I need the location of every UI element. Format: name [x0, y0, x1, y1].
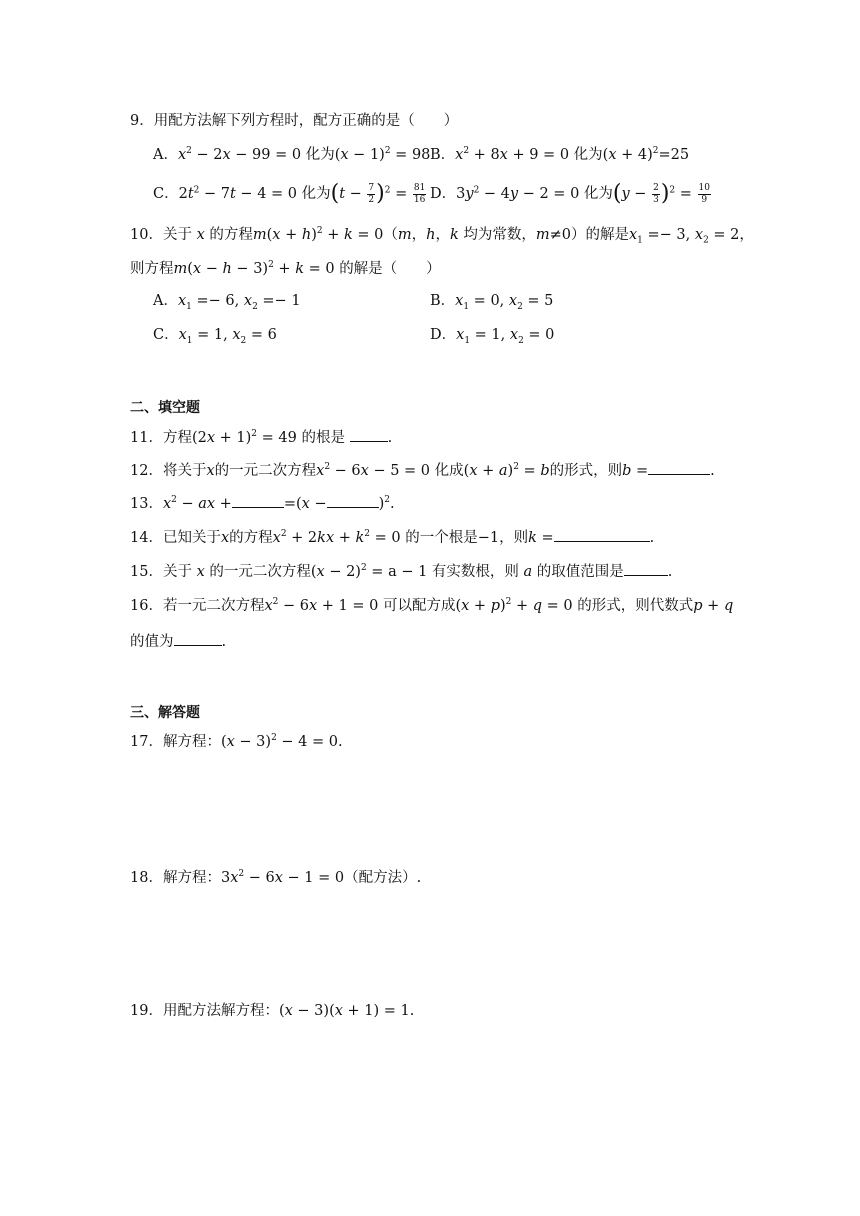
answer-blank[interactable]	[232, 495, 284, 508]
question-18: 18．解方程：$3x^2 - 6x - 1 = 0$（配方法）.	[130, 869, 422, 886]
question-17: 17．解方程：$(x - 3)^2 - 4 = 0$.	[130, 733, 343, 750]
question-10-option-a: A．$x_1 =- 6$, $x_2 =- 1$	[153, 293, 301, 312]
section-heading-fill-in: 二、填空题	[130, 400, 200, 416]
question-10-option-b: B．$x_1 = 0$, $x_2 = 5$	[430, 293, 554, 312]
question-16: 16．若一元二次方程$x^2 - 6x + 1 = 0$ 可以配方成$(x + p)^2 + q = 0$ 的形式，则代数式p + q	[130, 597, 734, 614]
answer-blank[interactable]	[350, 429, 388, 442]
question-10-option-c: C．$x_1 = 1$, $x_2 = 6$	[153, 327, 277, 346]
question-19: 19．用配方法解方程：(x − 3)(x + 1) = 1.	[130, 1003, 415, 1019]
answer-blank[interactable]	[327, 495, 379, 508]
question-10-stem: 10．关于 x 的方程$m(x + h)^2 + k = 0(m$，h，k 均为常数，m≠0）的解是$x_1 =- 3$, $x_2 = 2$，	[130, 226, 754, 246]
answer-blank[interactable]	[174, 633, 222, 646]
question-12: 12．将关于x的一元二次方程$x^2 - 6x - 5 = 0$ 化成$(x + a)^2 = b$的形式，则b = .	[130, 462, 715, 479]
section-heading-solve: 三、解答题	[130, 705, 200, 721]
question-10-stem-line2: 则方程$m(x - h - 3)^2 + k = 0$ 的解是（ ）	[130, 260, 441, 277]
question-9-stem: 9．用配方法解下列方程时，配方正确的是（ ）	[130, 113, 459, 129]
question-11: 11．方程$(2x + 1)^2 = 49$ 的根是 .	[130, 429, 393, 446]
question-9-option-c: C．$2t^2 - 7t - 4 = 0$ 化为(t − $\frac{7}{2}$ )$^2$ = $\frac{81}{16}$	[153, 181, 426, 206]
question-9-option-a: A．$x^2 - 2x - 99 = 0$ 化为$(x - 1)^2 = 98$	[153, 146, 431, 163]
question-9-option-d: D．$3y^2 - 4y - 2 = 0$ 化为(y − $\frac{2}{3}$ )$^2$ = $\frac{10}{9}$	[430, 181, 710, 206]
question-9-option-b: B．$x^2 + 8x + 9 = 0$ 化为$(x + 4)^2=25$	[430, 146, 690, 163]
question-13: 13．$x^2$ − ax + $=(x - )^2$.	[130, 495, 395, 512]
question-15: 15．关于 x 的一元二次方程$(x - 2)^2 = a - 1$ 有实数根，则 a 的取值范围是 .	[130, 563, 673, 580]
question-14: 14．已知关于x的方程$x^2 + 2kx + k^2 = 0$ 的一个根是−1，则k = .	[130, 529, 655, 546]
question-10-option-d: D．$x_1 = 1$, $x_2 = 0$	[430, 327, 555, 346]
answer-blank[interactable]	[554, 529, 650, 542]
answer-blank[interactable]	[648, 462, 710, 475]
question-16-line2: 的值为 .	[130, 634, 227, 650]
answer-blank[interactable]	[624, 563, 668, 576]
